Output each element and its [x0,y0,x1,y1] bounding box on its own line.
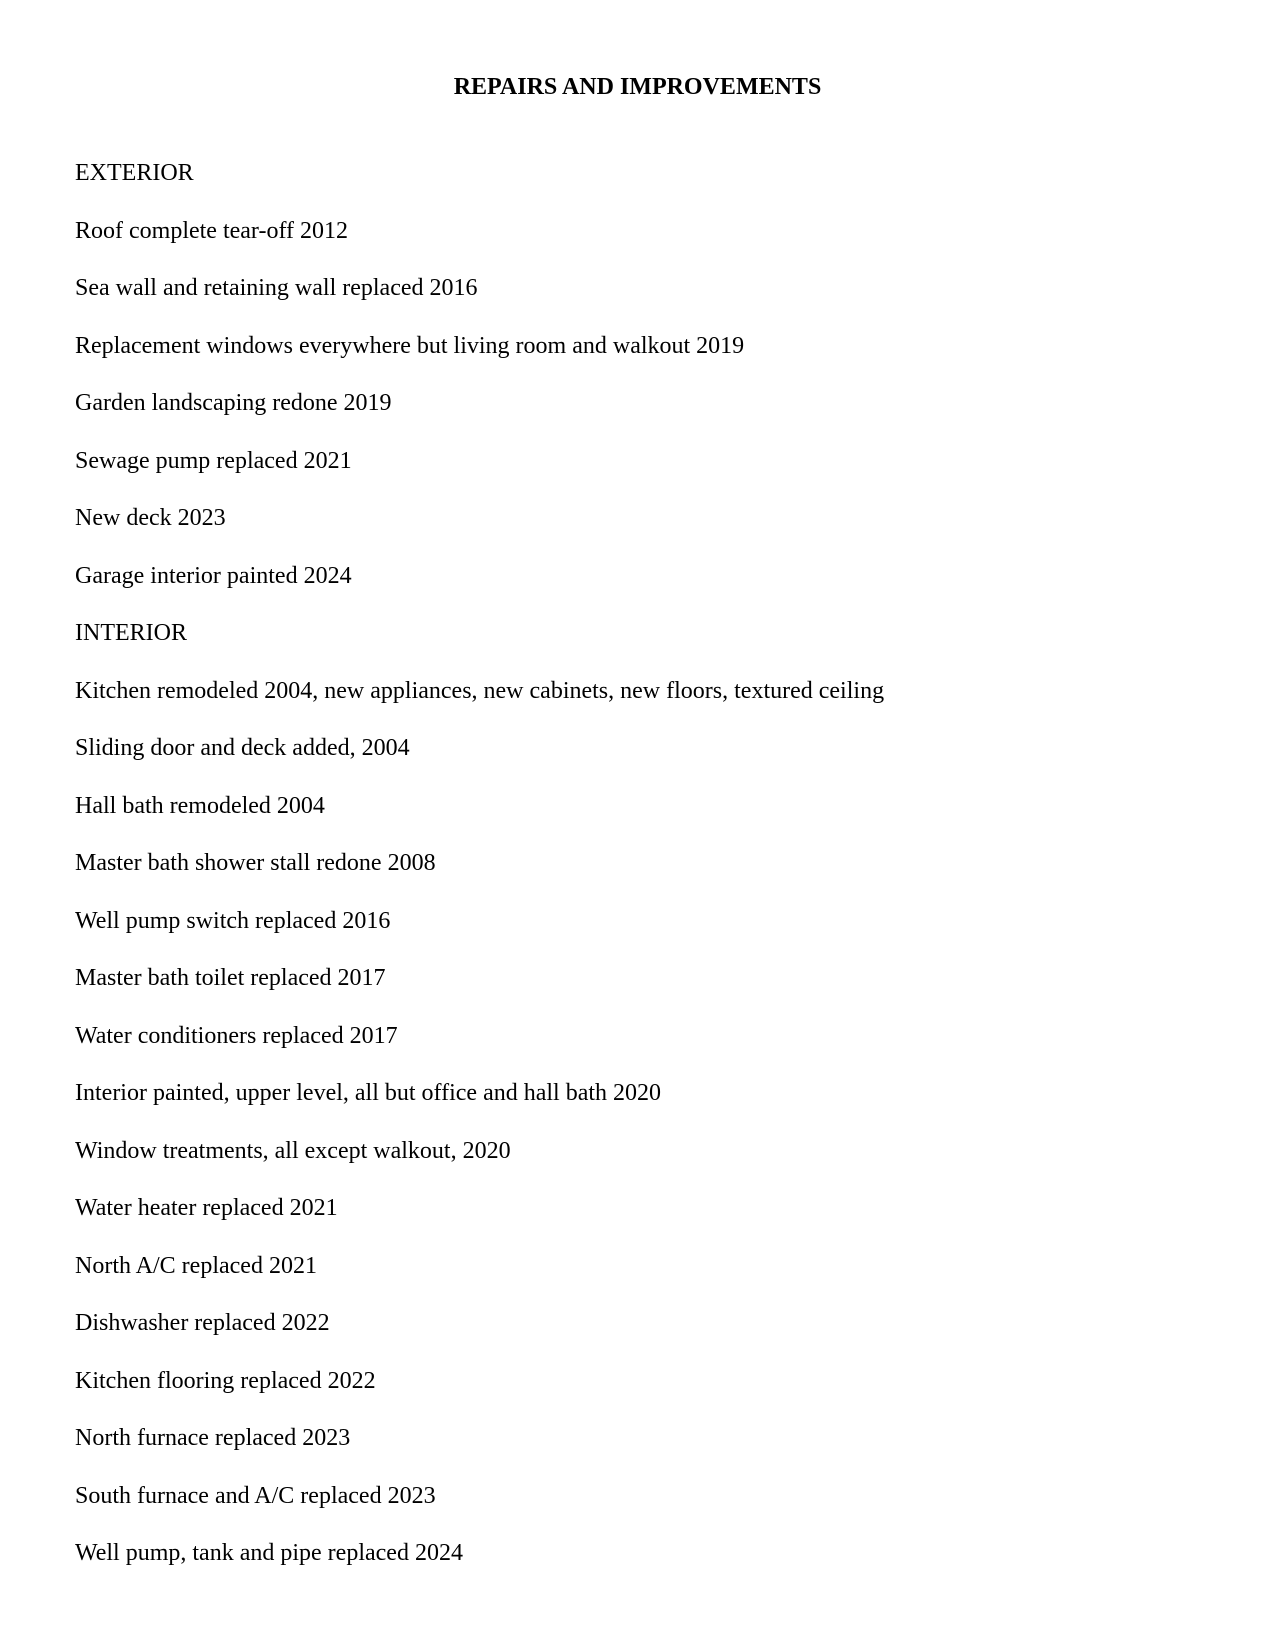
list-item: North furnace replaced 2023 [75,1425,351,1451]
list-item: Well pump, tank and pipe replaced 2024 [75,1540,463,1566]
list-item: New deck 2023 [75,505,226,531]
list-item: Master bath toilet replaced 2017 [75,965,386,991]
list-item: Sea wall and retaining wall replaced 2016 [75,275,478,301]
list-item: Water conditioners replaced 2017 [75,1022,398,1049]
list-item: Interior painted, upper level, all but office and hall bath 2020 [75,1080,662,1106]
list-item: Sliding door and deck added, 2004 [75,735,410,761]
list-item: Replacement windows everywhere but living room and walkout 2019 [75,332,745,359]
list-item: Well pump switch replaced 2016 [75,907,391,934]
list-item: Dishwasher replaced 2022 [75,1310,330,1336]
list-item: Sewage pump replaced 2021 [75,447,352,474]
list-item: Roof complete tear-off 2012 [75,217,348,244]
list-item: North A/C replaced 2021 [75,1252,317,1279]
list-item: South furnace and A/C replaced 2023 [75,1482,436,1509]
repairs-list [75,159,884,1597]
list-item: Garden landscaping redone 2019 [75,390,392,416]
section-heading-exterior: EXTERIOR [75,160,194,186]
list-item: Master bath shower stall redone 2008 [75,850,436,876]
list-item: Hall bath remodeled 2004 [75,792,325,819]
list-item: Garage interior painted 2024 [75,562,352,589]
section-heading-interior: INTERIOR [75,620,187,646]
list-item: Water heater replaced 2021 [75,1195,338,1221]
list-item: Kitchen remodeled 2004, new appliances, new cabinets, new floors, textured ceiling [75,677,885,704]
list-item: Kitchen flooring replaced 2022 [75,1367,376,1394]
list-item: Window treatments, all except walkout, 2020 [75,1137,511,1164]
page-title: REPAIRS AND IMPROVEMENTS [453,74,822,100]
